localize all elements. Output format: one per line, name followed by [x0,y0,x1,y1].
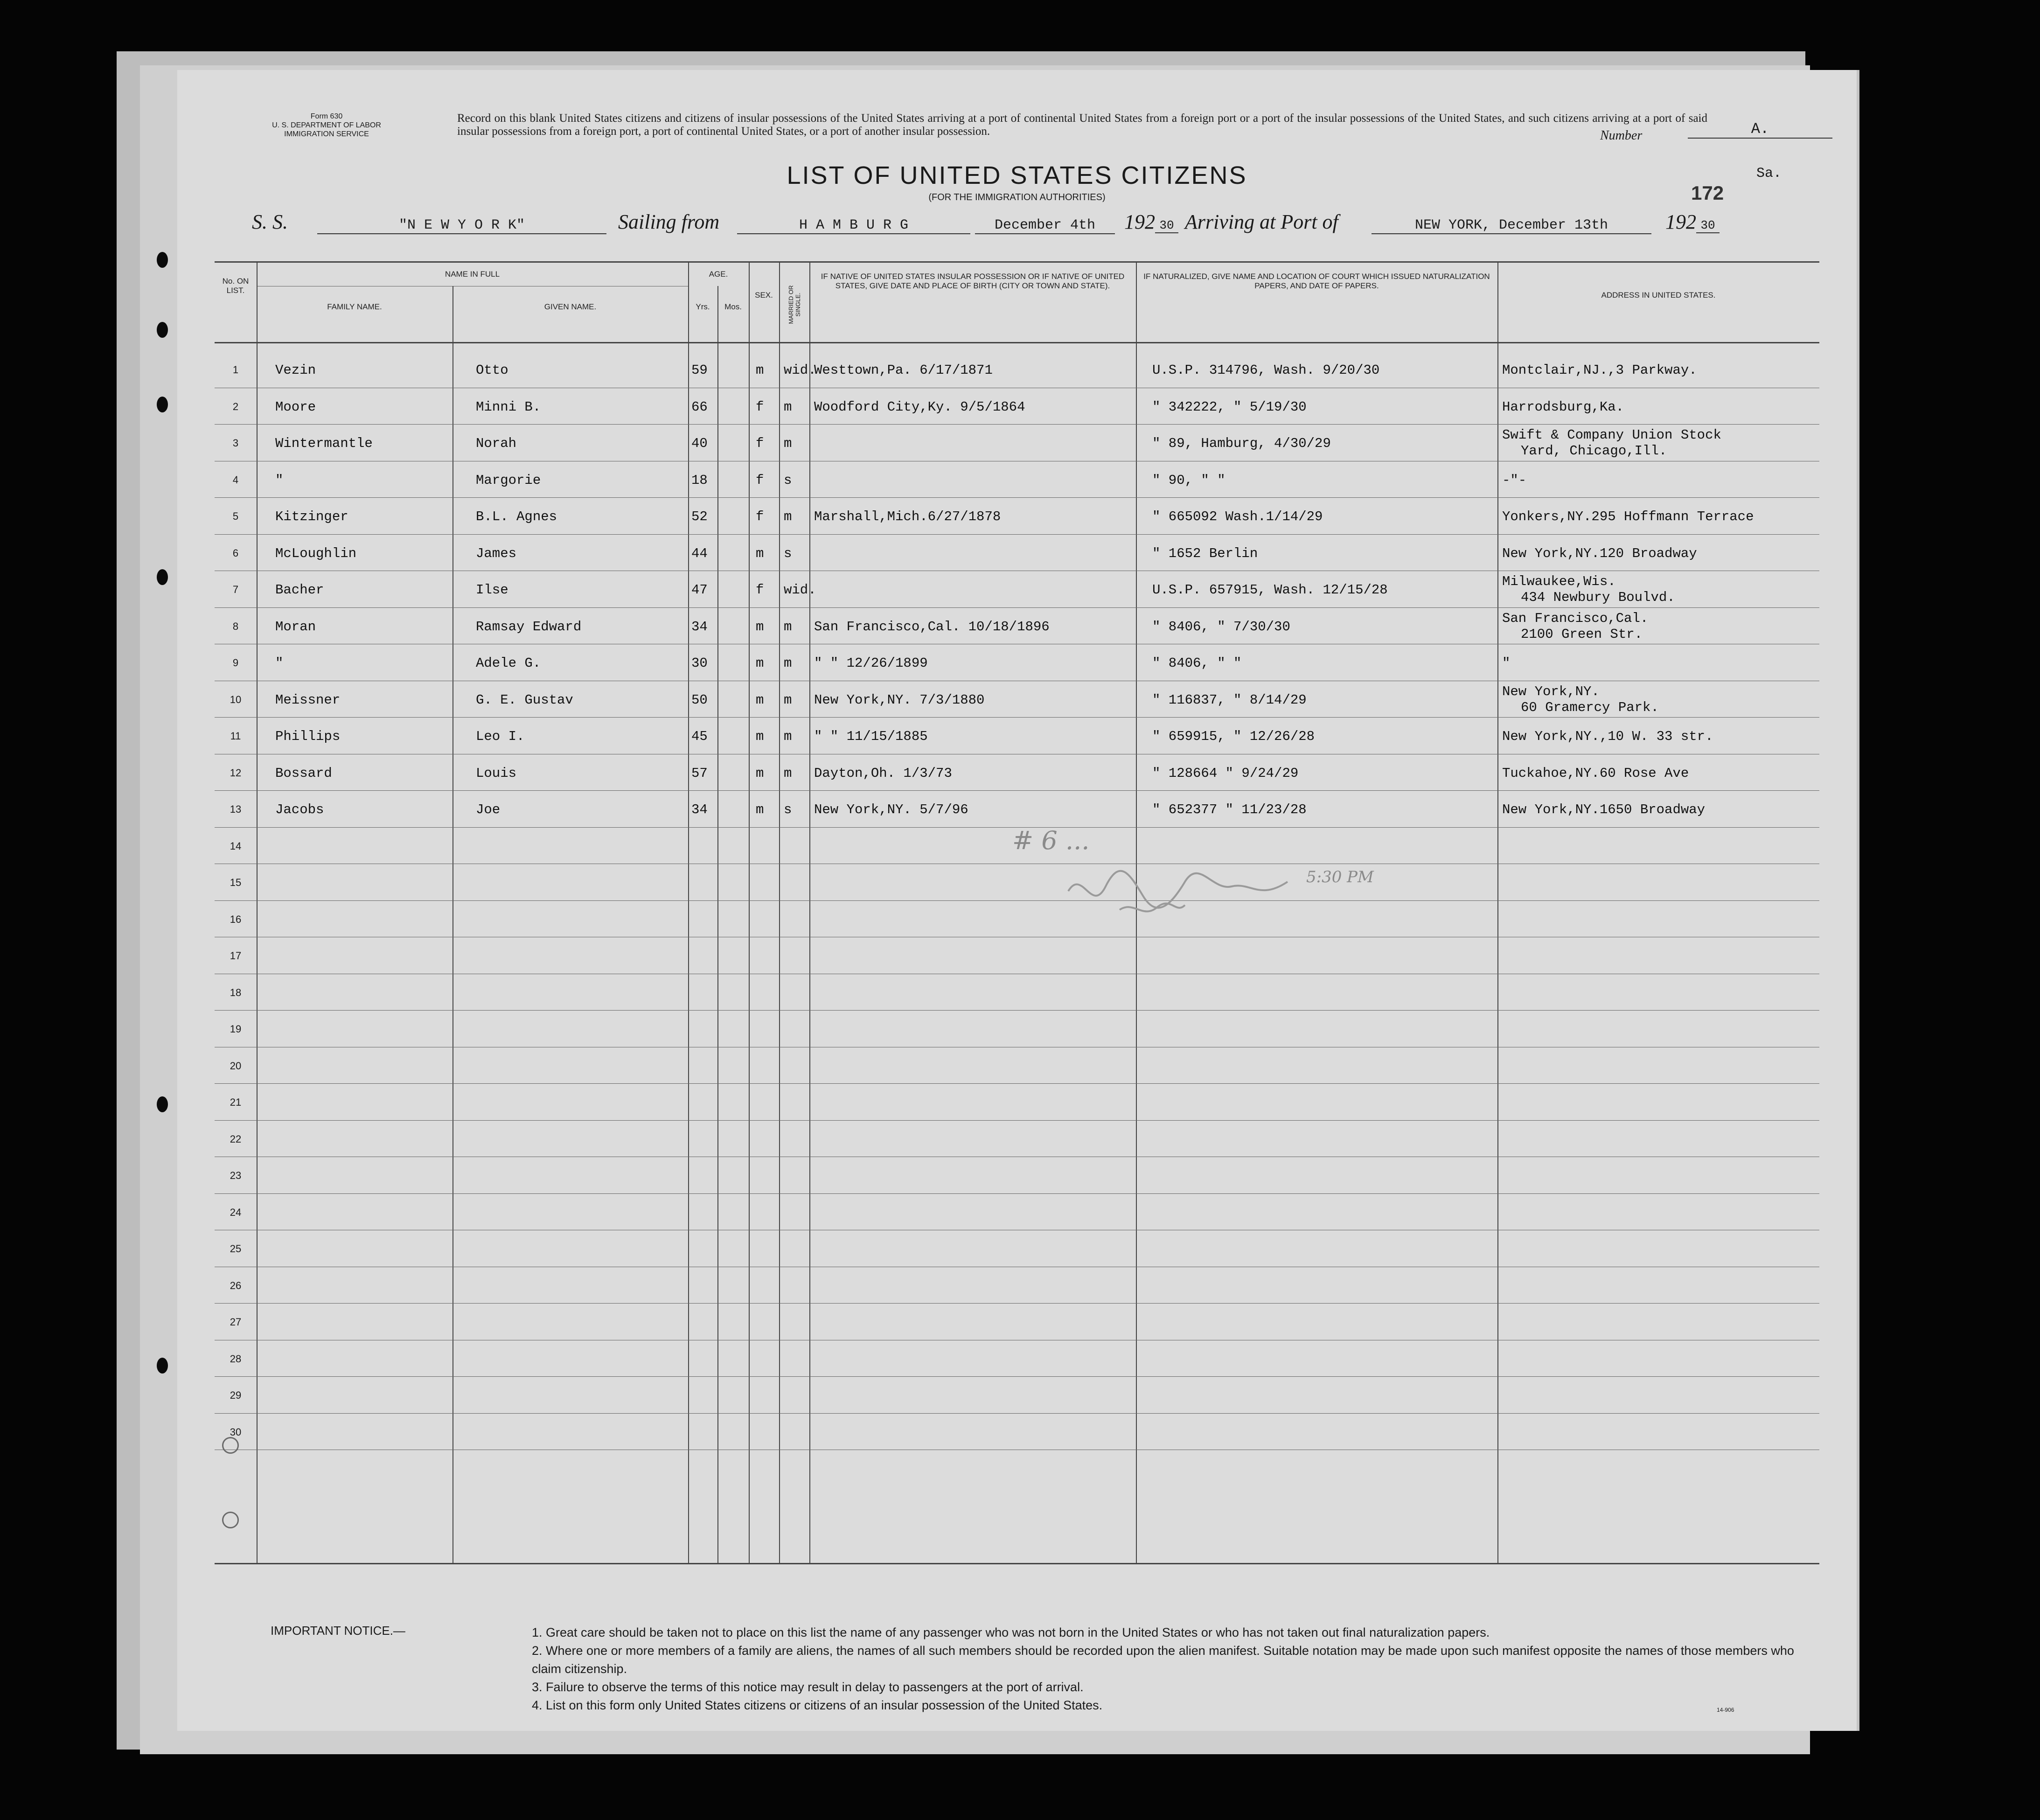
cell-ms: s [784,545,792,561]
cell-given: Norah [476,436,517,451]
row-number: 15 [230,877,242,888]
cell-birth: Marshall,Mich.6/27/1878 [814,509,1001,524]
row-number: 3 [232,437,239,449]
cell-age: 66 [691,399,708,415]
cell-addr2: 2100 Green Str. [1521,626,1643,642]
row-number: 10 [230,693,242,705]
cell-age: 45 [691,729,708,744]
cell-given: James [476,545,517,561]
ss-label: S. S. [252,210,288,233]
column-divider [779,263,780,1563]
cell-age: 52 [691,509,708,524]
cell-family: Wintermantle [275,436,373,451]
cell-ms: s [784,472,792,488]
row-rule [215,1193,1819,1194]
page-title: LIST OF UNITED STATES CITIZENS [787,161,1247,189]
cell-ms: m [784,655,792,671]
cell-nat: U.S.P. 657915, Wash. 12/15/28 [1152,582,1388,598]
row-number: 5 [232,510,239,522]
cell-given: G. E. Gustav [476,692,573,708]
ship-name-wrap [317,210,606,238]
cell-addr1: San Francisco,Cal. [1502,610,1649,626]
cell-sex: m [756,729,764,744]
cell-given: Leo I. [476,729,525,744]
number-value: A. [1688,120,1832,139]
col-header-address: ADDRESS IN UNITED STATES. [1601,291,1716,300]
cell-ms: wid. [784,582,816,598]
cell-addr1: New York,NY.120 Broadway [1502,545,1697,561]
cell-age: 57 [691,765,708,781]
row-rule [215,1376,1819,1377]
cell-given: Ramsay Edward [476,619,582,635]
cell-addr1: New York,NY.1650 Broadway [1502,802,1706,817]
cell-sex: m [756,692,764,708]
sailing-date: December 4th [975,217,1115,234]
cell-addr1: Milwaukee,Wis. [1502,574,1616,589]
col-header-mos: Mos. [724,302,742,311]
row-rule [215,1413,1819,1414]
column-divider [749,263,750,1563]
cell-family: Bossard [275,765,332,781]
cell-ms: s [784,802,792,817]
from-port-wrap [737,210,970,238]
arrival-date: December 13th [1499,217,1608,233]
col-header-naturalized: IF NATURALIZED, GIVE NAME AND LOCATION OF COURT WHICH ISSUED NATURALIZATION PAPERS, AND DATE OF PAPERS. [1143,272,1490,290]
cell-given: Minni B. [476,399,541,415]
cell-nat: U.S.P. 314796, Wash. 9/20/30 [1152,363,1380,378]
col-header-sex: SEX. [755,291,773,300]
cell-age: 30 [691,655,708,671]
row-number: 12 [230,767,242,779]
cell-family: Vezin [275,363,316,378]
cell-addr2: 60 Gramercy Park. [1521,699,1659,715]
notice-item: 2. Where one or more members of a family are aliens, the names of all such members should be recorded upon the alien manifest. Suitable notation may be made upon such manifest opposite the names of those members who claim citizenship. [532,1644,1794,1676]
cell-ms: m [784,619,792,635]
sail-year [1124,210,1178,238]
row-rule [215,790,1819,791]
cell-given: Otto [476,363,508,378]
cell-family: Phillips [275,729,341,744]
form-instructions: Record on this blank United States citizens and citizens of insular possessions of the United States arriving at a port of continental United States from a foreign port or a port of the insular possessions of the United States, and such citizens arriving at a port of said insular possessions from a foreign port, a port of continental United States, or a port of another insular possession. [457,112,1707,138]
departure-port: H A M B U R G [737,217,970,234]
pencil-signature [1064,863,1306,924]
row-number: 8 [232,620,239,632]
row-number: 23 [230,1170,242,1181]
cell-family: McLoughlin [275,545,357,561]
cell-addr1: Montclair,NJ.,3 Parkway. [1502,363,1697,378]
column-divider [717,286,718,1563]
cell-addr2: Yard, Chicago,Ill. [1521,443,1667,459]
row-rule [215,1010,1819,1011]
cell-family: Moore [275,399,316,415]
cell-ms: m [784,692,792,708]
row-number: 22 [230,1133,242,1145]
cell-ms: wid. [784,363,816,378]
cell-addr1: Yonkers,NY.295 Hoffmann Terrace [1502,509,1754,524]
cell-ms: m [784,765,792,781]
notice-list [532,1624,1819,1715]
row-number: 1 [232,364,239,376]
row-number: 19 [230,1023,242,1035]
row-number: 30 [230,1426,242,1438]
sa-label: Sa. [1756,166,1782,181]
form-number: Form 630 [310,112,343,120]
row-rule [215,607,1819,608]
col-header-given: GIVEN NAME. [544,302,597,311]
row-rule [215,1083,1819,1084]
row-number: 6 [232,547,239,559]
punch-hole [157,252,168,268]
row-rule [215,900,1819,901]
cell-nat: " 8406, " " [1152,655,1242,671]
cell-addr1: " [1502,655,1511,671]
cell-nat: " 90, " " [1152,472,1225,488]
row-number: 26 [230,1279,242,1291]
cell-given: B.L. Agnes [476,509,557,524]
cell-nat: " 116837, " 8/14/29 [1152,692,1307,708]
cell-sex: m [756,545,764,561]
row-number: 16 [230,913,242,925]
cell-addr1: New York,NY. [1502,683,1600,699]
cell-addr2: 434 Newbury Boulvd. [1521,590,1675,605]
page-subtitle: (FOR THE IMMIGRATION AUTHORITIES) [928,192,1106,202]
row-rule [215,534,1819,535]
service-name: IMMIGRATION SERVICE [284,130,369,138]
arriving-label: Arriving at Port of [1185,210,1338,233]
cell-family: " [275,655,284,671]
cell-birth: " " 11/15/1885 [814,729,928,744]
cell-ms: m [784,509,792,524]
punch-hole [157,1358,168,1374]
column-divider [809,263,810,1563]
notice-heading: IMPORTANT NOTICE.— [271,1624,405,1638]
year-fill: 30 [1155,218,1178,233]
cell-age: 34 [691,802,708,817]
year-fill: 30 [1696,218,1720,233]
cell-addr1: Swift & Company Union Stock [1502,427,1721,443]
form-identifier [247,112,406,139]
cell-birth: New York,NY. 5/7/96 [814,802,968,817]
row-number: 14 [230,840,242,852]
col-header-birth: IF NATIVE OF UNITED STATES INSULAR POSSESSION OR IF NATIVE OF UNITED STATES, GIVE DATE AND PLACE OF BIRTH (CITY OR TOWN AND STATE). [821,272,1125,290]
row-rule [215,424,1819,425]
cell-nat: " 1652 Berlin [1152,545,1258,561]
punch-hole [157,322,168,338]
cell-birth: Westtown,Pa. 6/17/1871 [814,363,993,378]
row-number: 29 [230,1389,242,1401]
notice-item: 3. Failure to observe the terms of this notice may result in delay to passengers at the port of arrival. [532,1680,1084,1694]
cell-addr1: Harrodsburg,Ka. [1502,399,1624,415]
col-header-age: AGE. [709,270,728,279]
row-number: 13 [230,803,242,815]
row-number: 25 [230,1243,242,1255]
column-divider [1497,263,1498,1563]
sail-date-wrap [975,210,1115,238]
sailing-label: Sailing from [618,210,720,233]
cell-given: Joe [476,802,501,817]
row-number: 21 [230,1096,242,1108]
cell-sex: f [756,509,764,524]
row-number: 4 [232,474,239,486]
punch-hole [157,569,168,585]
cell-nat: " 342222, " 5/19/30 [1152,399,1307,415]
page-number-stamp: 172 [1691,182,1724,204]
cell-family: Kitzinger [275,509,348,524]
cell-sex: f [756,582,764,598]
manifest-table [215,261,1819,1564]
cell-given: Louis [476,765,517,781]
cell-birth: Dayton,Oh. 1/3/73 [814,765,952,781]
cell-family: Meissner [275,692,341,708]
notice-item: 1. Great care should be taken not to place on this list the name of any passenger who was not born in the United States or who has not taken out final naturalization papers. [532,1625,1490,1639]
row-number: 9 [232,657,239,669]
department-name: U. S. DEPARTMENT OF LABOR [272,121,381,129]
cell-addr1: -"- [1502,472,1527,488]
row-rule [215,497,1819,498]
row-number: 18 [230,986,242,998]
cell-family: Bacher [275,582,324,598]
cell-nat: " 8406, " 7/30/30 [1152,619,1290,635]
year-prefix: 192 [1124,210,1155,233]
cell-nat: " 128664 " 9/24/29 [1152,765,1299,781]
cell-family: " [275,472,284,488]
header-divider [215,342,1819,343]
arrival-fill [1372,217,1651,234]
cell-sex: m [756,619,764,635]
arrival-port: NEW YORK, [1414,217,1490,233]
col-header-yrs: Yrs. [696,302,710,311]
row-number: 28 [230,1353,242,1365]
cell-sex: m [756,765,764,781]
row-number: 17 [230,950,242,962]
cell-ms: m [784,729,792,744]
row-rule [215,1120,1819,1121]
row-rule [215,717,1819,718]
cell-age: 50 [691,692,708,708]
cell-birth: New York,NY. 7/3/1880 [814,692,985,708]
row-number: 7 [232,584,239,595]
print-code: 14-906 [1717,1707,1734,1713]
cell-addr1: Tuckahoe,NY.60 Rose Ave [1502,765,1689,781]
cell-age: 59 [691,363,708,378]
cell-family: Moran [275,619,316,635]
col-header-family: FAMILY NAME. [327,302,382,311]
pencil-time-note: 5:30 PM [1306,868,1374,886]
row-number: 2 [232,400,239,412]
cell-ms: m [784,399,792,415]
row-rule [215,1303,1819,1304]
cell-nat: " 652377 " 11/23/28 [1152,802,1307,817]
row-number: 20 [230,1060,242,1072]
cell-sex: f [756,472,764,488]
cell-nat: " 659915, " 12/26/28 [1152,729,1315,744]
row-number: 11 [230,730,241,742]
cell-age: 47 [691,582,708,598]
cell-given: Margorie [476,472,541,488]
cell-given: Ilse [476,582,508,598]
column-divider [688,263,689,1563]
cell-family: Jacobs [275,802,324,817]
col-header-no: No. ON LIST. [222,277,249,295]
cell-sex: f [756,399,764,415]
cell-sex: m [756,655,764,671]
column-divider [257,263,258,1563]
arrival-wrap [1372,210,1651,238]
cell-ms: m [784,436,792,451]
cell-nat: " 89, Hamburg, 4/30/29 [1152,436,1331,451]
row-number: 24 [230,1206,242,1218]
cell-age: 34 [691,619,708,635]
punch-hole [157,397,168,412]
col-header-married: MARRIED OR SINGLE. [787,285,801,324]
cell-sex: f [756,436,764,451]
cell-birth: " " 12/26/1899 [814,655,928,671]
cell-birth: Woodford City,Ky. 9/5/1864 [814,399,1025,415]
arrival-year [1665,210,1720,238]
cell-age: 18 [691,472,708,488]
cell-sex: m [756,802,764,817]
cell-birth: San Francisco,Cal. 10/18/1896 [814,619,1050,635]
row-number: 27 [230,1316,242,1328]
pencil-annotation: # 6 ... [1012,826,1090,855]
cell-nat: " 665092 Wash.1/14/29 [1152,509,1323,524]
cell-sex: m [756,363,764,378]
cell-given: Adele G. [476,655,541,671]
year-prefix: 192 [1665,210,1696,233]
cell-addr1: New York,NY.,10 W. 33 str. [1502,729,1713,744]
ship-name: "N E W Y O R K" [317,217,606,234]
notice-item: 4. List on this form only United States citizens or citizens of an insular possession of the United States. [532,1698,1103,1712]
punch-hole [157,1096,168,1112]
cell-age: 40 [691,436,708,451]
manifest-sheet [177,70,1859,1731]
number-label: Number [1600,128,1643,143]
cell-age: 44 [691,545,708,561]
col-header-name: NAME IN FULL [445,270,500,279]
